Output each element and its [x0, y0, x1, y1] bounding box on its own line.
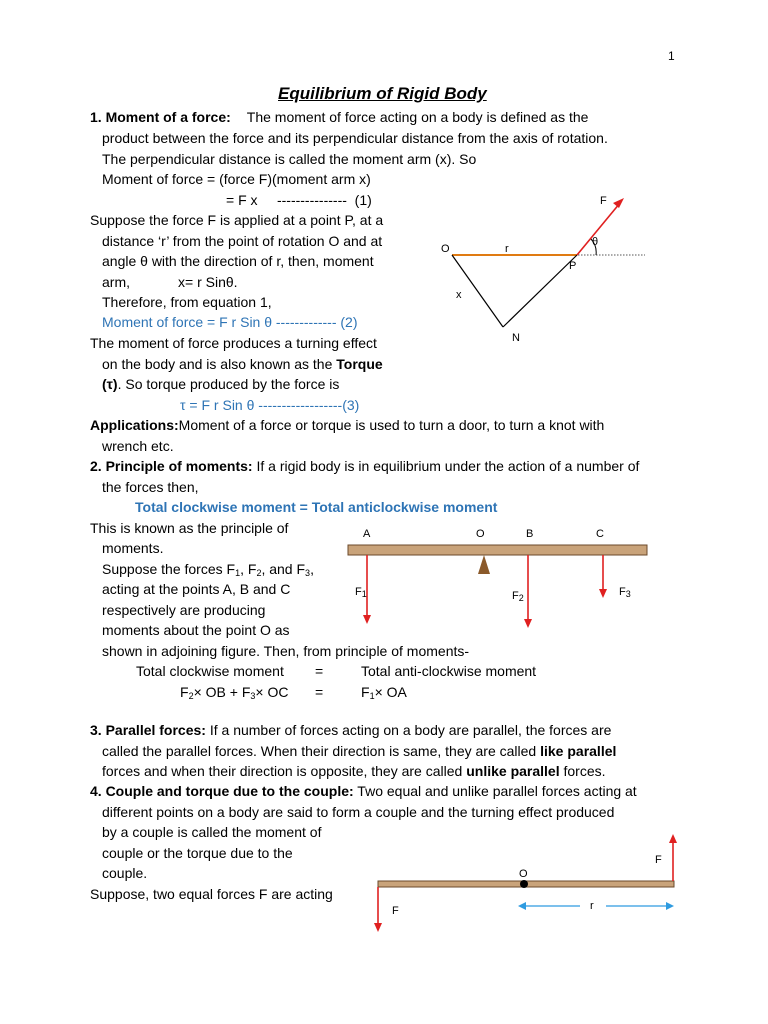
s2-line-5: moments. — [102, 540, 164, 556]
s1-line-4: Moment of force = (force F)(moment arm x) — [102, 171, 371, 187]
couple-distance-left-arrowhead — [518, 902, 526, 910]
s2-text-6a: Suppose the forces F — [102, 561, 236, 577]
s2-text-6c: , F — [240, 561, 257, 577]
s4-text-1: Two equal and unlike parallel forces acting at — [353, 783, 637, 799]
s2-text-6g: , — [310, 561, 314, 577]
fig2-label-f1 — [355, 582, 367, 602]
s1-text-14b: . So torque produced by the force is — [117, 376, 340, 392]
s2-eq2-a: F — [180, 684, 189, 700]
perpendicular-line — [503, 255, 577, 327]
s2-line-4: This is known as the principle of — [90, 520, 289, 536]
applications-text-1: Moment of a force or torque is used to turn a door, to turn a knot with — [178, 417, 605, 433]
s1-line-7: distance ‘r’ from the point of rotation O and at — [102, 233, 383, 249]
s2-line-9: moments about the point O as — [102, 622, 290, 638]
s3-like-parallel: like parallel — [540, 743, 617, 759]
s2-eq1-left: Total clockwise moment — [136, 663, 284, 679]
fig2-label-f3 — [619, 582, 631, 602]
couple-distance-right-arrowhead — [666, 902, 674, 910]
fig2-f2-sub: 2 — [518, 593, 524, 603]
fig3-label-f-top: F — [655, 854, 662, 866]
s1-line-11: Moment of force = F r Sin θ ------------- (2) — [102, 314, 358, 330]
fig3-label-o: O — [519, 868, 528, 880]
s1-line-8: angle θ with the direction of r, then, moment — [102, 253, 374, 269]
applications-line-2: wrench etc. — [102, 438, 174, 454]
couple-force-up-arrowhead — [669, 834, 677, 843]
s2-principle: Total clockwise moment = Total anticlockwise moment — [135, 499, 498, 515]
s2-eq2-d: 3 — [250, 691, 256, 701]
force-f-arrowhead — [613, 198, 624, 208]
s1-heading: 1. Moment of a force: — [90, 109, 231, 125]
s4-line-4: couple or the torque due to the — [102, 845, 293, 861]
fig1-label-f: F — [600, 195, 607, 207]
s1-line-6: Suppose the force F is applied at a point P, at a — [90, 212, 384, 228]
s2-line-8: respectively are producing — [102, 602, 266, 618]
fig3-label-r: r — [590, 900, 594, 912]
s2-eq2-f: F — [361, 684, 370, 700]
s2-eq2-g: 1 — [369, 691, 375, 701]
s3-text-2a: called the parallel forces. When their direction is same, they are called — [102, 743, 541, 759]
s1-line-15: τ = F r Sin θ ------------------(3) — [180, 397, 360, 413]
s2-eq2-b: 2 — [188, 691, 194, 701]
fulcrum-triangle — [478, 555, 490, 574]
s1-text-1: The moment of force acting on a body is defined as the — [246, 109, 589, 125]
force-f1-arrowhead — [363, 615, 371, 624]
s1-line-12: The moment of force produces a turning effect — [90, 335, 377, 351]
s2-text-1: If a rigid body is in equilibrium under the action of a number of — [252, 458, 640, 474]
fig1-label-o: O — [441, 243, 450, 255]
s1-line-10: Therefore, from equation 1, — [102, 294, 272, 310]
fig2-f2-letter: F — [512, 590, 519, 602]
fig3-label-f-bottom: F — [392, 905, 399, 917]
couple-force-down-arrowhead — [374, 923, 382, 932]
s2-text-6e: , and F — [261, 561, 306, 577]
fig2-f1-letter: F — [355, 586, 362, 598]
page-number: 1 — [668, 49, 675, 63]
s2-eq1-right: Total anti-clockwise moment — [361, 663, 537, 679]
s2-eq2-e: × OC — [255, 684, 289, 700]
force-f2-arrowhead — [524, 619, 532, 628]
s1-text-13a: on the body and is also known as the — [102, 356, 337, 372]
s2-line-7: acting at the points A, B and C — [102, 581, 291, 597]
s4-line-3: by a couple is called the moment of — [102, 824, 322, 840]
fig2-f3-sub: 3 — [625, 589, 631, 599]
fig2-f3-letter: F — [619, 586, 626, 598]
fig2-label-f2 — [512, 586, 524, 606]
s2-line-10: shown in adjoining figure. Then, from principle of moments- — [102, 643, 470, 659]
s4-line-5: couple. — [102, 865, 148, 881]
lever-beam — [348, 545, 647, 555]
page-title: Equilibrium of Rigid Body — [278, 84, 487, 103]
s2-sub-3: 3 — [305, 568, 311, 578]
s1-line-3: The perpendicular distance is called the moment arm (x). So — [102, 151, 477, 167]
s3-heading: 3. Parallel forces: — [90, 722, 206, 738]
s1-text-9a: arm, — [102, 274, 130, 290]
s3-text-3c: forces. — [559, 763, 606, 779]
s2-eq2-c: × OB + F — [193, 684, 251, 700]
fig2-label-a: A — [363, 528, 371, 540]
fig1-label-theta: θ — [592, 236, 599, 248]
s3-unlike-parallel: unlike parallel — [466, 763, 560, 779]
s3-text-3a: forces and when their direction is opposite, they are called — [102, 763, 467, 779]
force-f-arrow — [577, 203, 620, 255]
fig2-label-c: C — [596, 528, 604, 540]
s1-tau-symbol: (τ) — [102, 376, 118, 392]
s1-line-2: product between the force and its perpendicular distance from the axis of rotation. — [102, 130, 608, 146]
s1-line-5: = F x --------------- (1) — [226, 192, 372, 208]
s2-eq2-h: × OA — [374, 684, 407, 700]
fig2-f1-sub: 1 — [361, 589, 367, 599]
s1-torque-word: Torque — [336, 356, 383, 372]
fig1-label-r: r — [505, 243, 509, 255]
fig2-label-b: B — [526, 528, 534, 540]
s4-line-6: Suppose, two equal forces F are acting — [90, 886, 333, 902]
applications-heading: Applications: — [90, 417, 179, 433]
fig1-label-p: P — [569, 260, 577, 272]
s2-heading: 2. Principle of moments: — [90, 458, 253, 474]
fig2-label-o: O — [476, 528, 485, 540]
s2-eq1-mid: = — [315, 663, 324, 679]
s4-line-2: different points on a body are said to form a couple and the turning effect produced — [102, 804, 615, 820]
s2-sub-1: 1 — [235, 568, 241, 578]
s2-line-2: the forces then, — [102, 479, 199, 495]
s2-eq2-mid: = — [315, 684, 324, 700]
s4-heading: 4. Couple and torque due to the couple: — [90, 783, 354, 799]
s3-text-1: If a number of forces acting on a body are parallel, the forces are — [205, 722, 612, 738]
s1-text-9b: x= r Sinθ. — [178, 274, 238, 290]
fig1-label-x: x — [456, 289, 462, 301]
s2-sub-2: 2 — [256, 568, 262, 578]
fig1-label-n: N — [512, 332, 520, 344]
force-f3-arrowhead — [599, 589, 607, 598]
